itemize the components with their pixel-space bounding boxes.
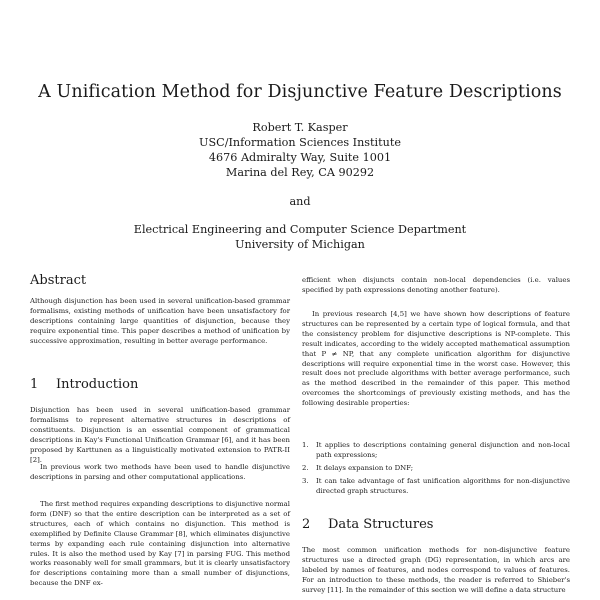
abstract-text: Although disjunction has been used in several unification-based grammar formalisms, existing methods of unification have been unsatisfactory for descriptions containing large quantities of disjunction, because they require exponential time. This paper describes a method of unification by successive approximation, resulting in better average performance. <box>30 297 290 345</box>
abstract-heading: Abstract <box>30 273 87 288</box>
affiliation-conjunction: and <box>289 195 311 208</box>
section-2-number: 2 <box>302 517 311 532</box>
affiliation-2-block <box>0 222 600 252</box>
list-item-text: It applies to descriptions containing general disjunction and non-local path expressions; <box>316 441 570 459</box>
list-item <box>302 464 570 474</box>
affiliation-2: Electrical Engineering and Computer Science Department <box>133 223 467 236</box>
list-item-text: It can take advantage of fast unification algorithms for non-disjunctive directed graph structures. <box>316 476 570 495</box>
list-item-number: 3. <box>302 476 309 485</box>
address-line-1: 4676 Admiralty Way, Suite 1001 <box>208 151 392 164</box>
section-1-heading <box>30 377 139 392</box>
paper-title: A Unification Method for Disjunctive Feature Descriptions <box>38 82 562 102</box>
list-item-number: 2. <box>302 463 309 472</box>
address-line-2: Marina del Rey, CA 90292 <box>225 166 375 179</box>
section-1-title: Introduction <box>56 377 139 392</box>
affiliation-1: USC/Information Sciences Institute <box>199 136 401 149</box>
intro-paragraph-1: Disjunction has been used in several unification-based grammar formalisms to represent alternative structures in descriptions of constituents. Disjunction is an essential component of grammatical descriptions in Kay's Functional Unification Grammar [6], and it has been proposed by Karttunen as a linguistically motivated extension to PATR-II [2]. <box>30 406 290 464</box>
intro-paragraph-3: The first method requires expanding descriptions to disjunctive normal form (DNF) so that the entire description can be interpreted as a set of structures, each of which contains no disjunction. This method is exemplified by Definite Clause Grammar [8], which eliminates disjunctive terms by expanding each rule containing disjunction into alternative rules. It is also the method used by Kay [7] in parsing FUG. This method works reasonably well for small grammars, but it is clearly unsatisfactory for descriptions containing more than a small number of disjunctions, because the DNF ex- <box>30 500 290 588</box>
list-item <box>302 441 570 461</box>
intro-paragraph-2: In previous work two methods have been used to handle disjunctive descriptions in parsing and other computational applications. <box>30 463 290 481</box>
list-item-text: It delays expansion to DNF; <box>316 463 414 472</box>
section-2-title: Data Structures <box>328 517 434 532</box>
section-2-heading <box>302 517 434 532</box>
author-name: Robert T. Kasper <box>252 121 348 134</box>
section-1-number: 1 <box>30 377 39 392</box>
right-paragraph-1: efficient when disjuncts contain non-local dependencies (i.e. values specified by path expressions denoting another feature). <box>302 276 570 294</box>
list-item <box>302 477 570 497</box>
list-item-number: 1. <box>302 441 309 449</box>
author-block <box>0 120 600 180</box>
affiliation-2-institution: University of Michigan <box>235 238 365 251</box>
properties-list <box>302 441 570 500</box>
data-structures-paragraph-1: The most common unification methods for non-disjunctive feature structures use a directed graph (DG) representation, in which arcs are labeled by names of features, and nodes correspond to values of features. For an introduction to these methods, the reader is referred to Shieber's survey [11]. In the remainder of this section we will define a data structure <box>302 546 570 594</box>
right-paragraph-2: In previous research [4,5] we have shown how descriptions of feature structures can be represented by a certain type of logical formula, and that the consistency problem for disjunctive descriptions is NP-complete. This result indicates, according to the widely accepted mathematical assumption that P ≠ NP, that any complete unification algorithm for disjunctive descriptions will require exponential time in the worst case. However, this result does not preclude algorithms with better average performance, such as the method described in the remainder of this paper. This method overcomes the shortcomings of previously existing methods, and has the following desirable properties: <box>302 310 570 408</box>
